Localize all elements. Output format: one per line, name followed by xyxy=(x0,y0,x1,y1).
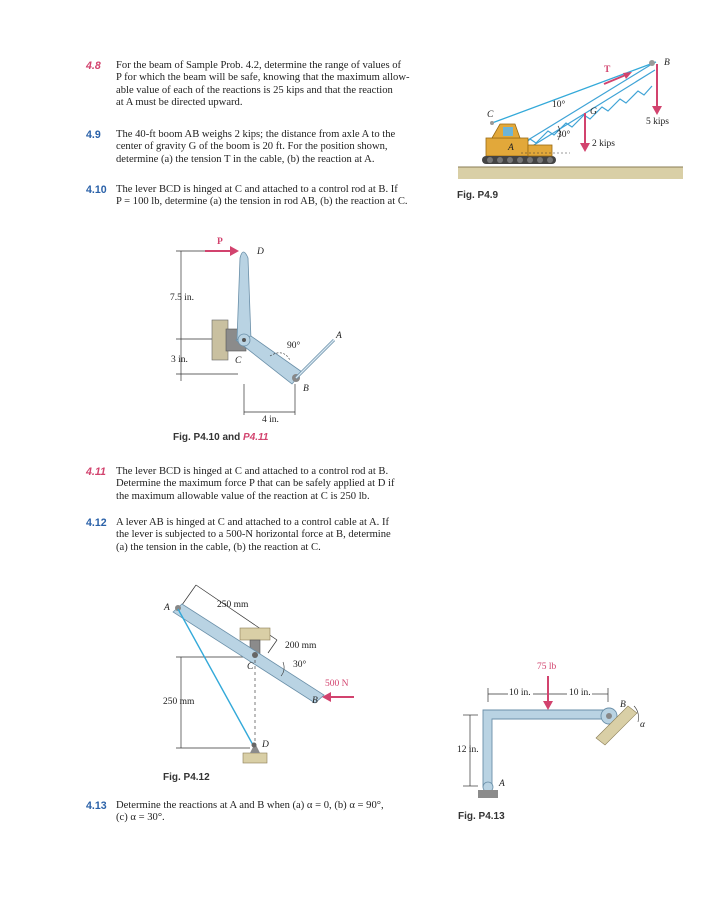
problem-line: The lever BCD is hinged at C and attached to a control rod at B. xyxy=(116,466,389,477)
problem-number: 4.9 xyxy=(86,129,101,141)
problem-line: The 40-ft boom AB weighs 2 kips; the distance from axle A to the xyxy=(116,129,396,140)
label-T: T xyxy=(604,65,611,75)
label-250-mm-left: 250 mm xyxy=(163,697,195,707)
problem-line: The lever BCD is hinged at C and attached to a control rod at B. If xyxy=(116,184,398,195)
label-P: P xyxy=(217,237,223,247)
problem-number: 4.10 xyxy=(86,184,107,196)
label-B: B xyxy=(664,58,670,68)
label-G: G xyxy=(590,107,597,117)
problem-line: (a) the tension in the cable, (b) the reaction at C. xyxy=(116,541,321,553)
problem-number: 4.13 xyxy=(86,800,107,812)
problem-line: center of gravity G of the boom is 20 ft. For the position shown, xyxy=(116,141,388,153)
problem-line: Determine the maximum force P that can be safely applied at D if xyxy=(116,478,395,490)
label-D: D xyxy=(257,247,264,257)
label-A: A xyxy=(164,603,170,613)
label-A: A xyxy=(508,143,514,153)
label-angle-90: 90° xyxy=(287,341,301,351)
label-B: B xyxy=(303,384,309,394)
label-A: A xyxy=(499,779,505,789)
label-C: C xyxy=(247,662,254,672)
label-4-in: 4 in. xyxy=(262,415,279,425)
problem-number: 4.11 xyxy=(86,466,106,478)
problem-line: Determine the reactions at A and B when (a) α = 0, (b) α = 90°, xyxy=(116,800,384,811)
label-5-kips: 5 kips xyxy=(646,117,669,127)
label-250-mm-top: 250 mm xyxy=(217,600,249,610)
label-7-5-in: 7.5 in. xyxy=(170,293,195,303)
label-75-lb: 75 lb xyxy=(537,662,557,672)
label-B: B xyxy=(312,696,318,706)
problem-line: the lever is subjected to a 500-N horizontal force at B, determine xyxy=(116,529,391,541)
label-500-N: 500 N xyxy=(325,679,349,689)
label-angle-30: 30° xyxy=(557,130,571,140)
label-200-mm: 200 mm xyxy=(285,641,317,651)
problem-line: the maximum allowable value of the reaction at C is 250 lb. xyxy=(116,490,370,502)
label-B: B xyxy=(620,700,626,710)
caption-fig-p4-13: Fig. P4.13 xyxy=(458,811,505,822)
problem-line: P = 100 lb, determine (a) the tension in rod AB, (b) the reaction at C. xyxy=(116,196,408,208)
label-2-kips: 2 kips xyxy=(592,139,615,149)
label-10-in-right: 10 in. xyxy=(569,688,591,698)
label-A: A xyxy=(336,331,342,341)
label-D: D xyxy=(262,740,269,750)
label-alpha: α xyxy=(640,720,645,730)
label-12-in: 12 in. xyxy=(457,745,479,755)
caption-fig-p4-12: Fig. P4.12 xyxy=(163,772,210,783)
problem-number: 4.8 xyxy=(86,60,101,72)
caption-fig-p4-10: Fig. P4.10 and P4.11 xyxy=(173,432,269,443)
label-C: C xyxy=(487,110,494,120)
label-3-in: 3 in. xyxy=(171,355,188,365)
label-10-in-left: 10 in. xyxy=(509,688,531,698)
problem-line: determine (a) the tension T in the cable, (b) the reaction at A. xyxy=(116,153,375,165)
problem-number: 4.12 xyxy=(86,517,107,529)
label-C: C xyxy=(235,356,242,366)
problem-line: A lever AB is hinged at C and attached to a control cable at A. If xyxy=(116,517,390,528)
label-angle-10: 10° xyxy=(552,100,566,110)
problem-line: at A must be directed upward. xyxy=(116,97,243,109)
caption-fig-p4-9: Fig. P4.9 xyxy=(457,190,499,201)
label-angle-30: 30° xyxy=(293,660,307,670)
problem-line: able value of each of the reactions is 25 kips and that the reaction xyxy=(116,84,393,96)
problem-line: P for which the beam will be safe, knowing that the maximum allow- xyxy=(116,72,410,84)
bent-bar xyxy=(483,710,612,787)
problem-line: (c) α = 30°. xyxy=(116,812,165,824)
problem-line: For the beam of Sample Prob. 4.2, determine the range of values of xyxy=(116,60,402,71)
